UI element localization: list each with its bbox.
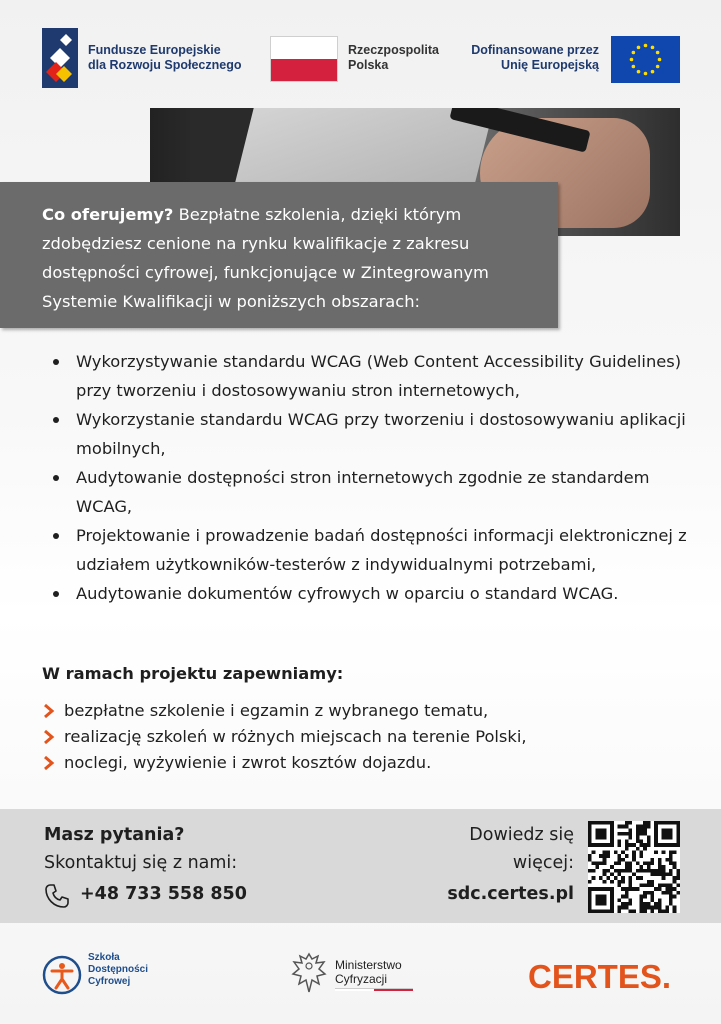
fundusze-europejskie-logo-icon	[42, 28, 78, 88]
list-item: Projektowanie i prowadzenie badań dostępności informacji elektronicznej z udziałem użytkowników-testerów z indywidualnymi potrzebami,	[50, 521, 690, 579]
benefit-text: noclegi, wyżywienie i zwrot kosztów dojazdu.	[64, 753, 432, 772]
mc-line1: Ministerstwo	[335, 958, 402, 972]
sdc-line1: Szkoła	[88, 952, 120, 963]
learn-more-line1: Dowiedz się	[469, 825, 574, 845]
eu-flag-icon	[611, 36, 680, 83]
list-item: Audytowanie dokumentów cyfrowych w oparciu o standard WCAG.	[50, 579, 690, 608]
mc-line2: Cyfryzacji	[335, 972, 388, 986]
benefit-item	[42, 724, 527, 750]
ue-line2: Unię Europejską	[501, 58, 599, 72]
sdc-line3: Cyfrowej	[88, 976, 131, 987]
eagle-emblem-icon	[290, 950, 328, 998]
benefit-item	[42, 750, 527, 776]
project-benefits-list	[42, 698, 527, 776]
ue-line1: Dofinansowane przez	[471, 43, 599, 57]
phone-number-link[interactable]: +48 733 558 850	[80, 884, 247, 904]
project-title: W ramach projektu zapewniamy:	[42, 664, 344, 683]
ministry-flag-line	[335, 988, 413, 991]
eu-cofinanced-text	[471, 43, 599, 73]
offer-lead: Co oferujemy?	[42, 205, 174, 224]
website-link[interactable]: sdc.certes.pl	[447, 884, 574, 904]
phone-icon	[44, 883, 70, 909]
sdc-line2: Dostępności	[88, 964, 149, 975]
offer-info-box	[0, 182, 558, 328]
qr-code-icon[interactable]	[588, 821, 680, 913]
ministry-text	[335, 958, 402, 986]
rzeczpospolita-text	[348, 43, 439, 73]
chevron-right-icon	[42, 703, 56, 719]
list-item: Audytowanie dostępności stron internetowych zgodnie ze standardem WCAG,	[50, 463, 690, 521]
chevron-right-icon	[42, 729, 56, 745]
contact-question: Masz pytania?	[44, 825, 185, 845]
qualification-areas-list	[50, 347, 690, 608]
benefit-text: realizację szkoleń w różnych miejscach na terenie Polski,	[64, 727, 527, 746]
benefit-item	[42, 698, 527, 724]
sdc-logo-text	[88, 952, 148, 988]
list-item: Wykorzystywanie standardu WCAG (Web Content Accessibility Guidelines) przy tworzeniu i dostosowywaniu stron internetowych,	[50, 347, 690, 405]
fe-line1: Fundusze Europejskie	[88, 43, 221, 57]
offer-text: Bezpłatne szkolenia, dzięki którym zdobędziesz cenione na rynku kwalifikacje z zakresu dostępności cyfrowej, funkcjonujące w Zintegrowanym Systemie Kwalifikacji w poniższych obszarach:	[42, 205, 489, 311]
sdc-logo-icon	[42, 955, 82, 995]
polish-flag-icon	[270, 36, 338, 82]
learn-more-line2: więcej:	[512, 853, 574, 873]
fe-line2: dla Rozwoju Społecznego	[88, 58, 242, 72]
rp-line1: Rzeczpospolita	[348, 43, 439, 57]
contact-subtitle: Skontaktuj się z nami:	[44, 853, 238, 873]
chevron-right-icon	[42, 755, 56, 771]
list-item: Wykorzystanie standardu WCAG przy tworzeniu i dostosowywaniu aplikacji mobilnych,	[50, 405, 690, 463]
benefit-text: bezpłatne szkolenie i egzamin z wybranego tematu,	[64, 701, 489, 720]
certes-logo: CERTES.	[528, 958, 672, 995]
contact-bar	[0, 809, 721, 923]
fundusze-europejskie-text	[88, 43, 241, 73]
rp-line2: Polska	[348, 58, 389, 72]
header-logos	[0, 28, 721, 88]
